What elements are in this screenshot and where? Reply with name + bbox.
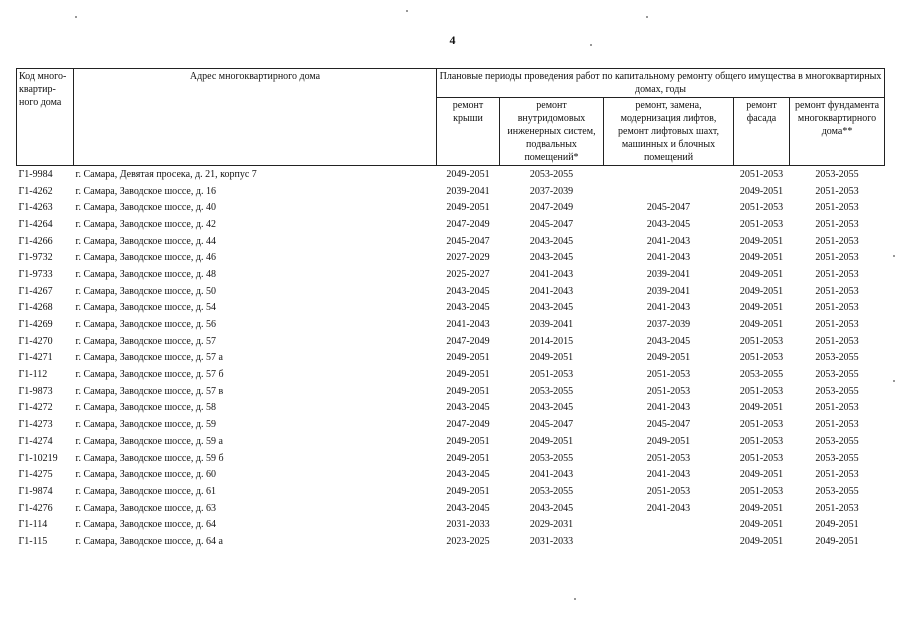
roof-period-cell: 2049-2051 xyxy=(446,452,490,464)
table-row xyxy=(17,283,885,300)
header-periods-group: Плановые периоды проведения работ по капитальному ремонту общего имущества в многоквартирных домах, годы xyxy=(437,69,885,98)
engineering-period-cell: 2053-2055 xyxy=(529,452,574,464)
roof-period-cell: 2047-2049 xyxy=(446,335,490,347)
table-row xyxy=(17,416,885,433)
table-row xyxy=(17,383,885,400)
header-foundation: ремонт фундамента многоквартирного дома** xyxy=(790,98,885,166)
facade-period-cell: 2051-2053 xyxy=(739,218,784,230)
house-code-cell: Г1-4267 xyxy=(18,285,53,297)
foundation-period-cell: 2051-2053 xyxy=(815,202,859,214)
foundation-period-cell: 2053-2055 xyxy=(815,452,859,464)
address-cell: г. Самара, Заводское шоссе, д. 50 xyxy=(75,285,216,297)
table-row xyxy=(17,249,885,266)
roof-period-cell: 2049-2051 xyxy=(446,435,490,447)
foundation-period-cell: 2051-2053 xyxy=(815,402,859,414)
house-code-cell: Г1-9984 xyxy=(18,168,53,180)
elevator-period-cell: 2045-2047 xyxy=(646,419,691,431)
foundation-period-cell: 2051-2053 xyxy=(815,419,859,431)
house-code-cell: Г1-4275 xyxy=(18,469,53,481)
roof-period-cell: 2043-2045 xyxy=(446,402,490,414)
table-row xyxy=(17,316,885,333)
table-row xyxy=(17,266,885,283)
address-cell: г. Самара, Заводское шоссе, д. 56 xyxy=(75,319,216,331)
foundation-period-cell: 2053-2055 xyxy=(815,485,859,497)
table-row xyxy=(17,516,885,533)
roof-period-cell: 2049-2051 xyxy=(446,369,490,381)
facade-period-cell: 2049-2051 xyxy=(739,402,784,414)
house-code-cell: Г1-114 xyxy=(18,519,48,531)
facade-period-cell: 2049-2051 xyxy=(739,535,784,547)
engineering-period-cell: 2037-2039 xyxy=(529,185,574,197)
house-code-cell: Г1-115 xyxy=(18,535,48,547)
roof-period-cell: 2049-2051 xyxy=(446,202,490,214)
foundation-period-cell: 2051-2053 xyxy=(815,319,859,331)
address-cell: г. Самара, Заводское шоссе, д. 60 xyxy=(75,469,216,481)
elevator-period-cell: 2039-2041 xyxy=(646,268,691,280)
engineering-period-cell: 2053-2055 xyxy=(529,385,574,397)
foundation-period-cell: 2053-2055 xyxy=(815,369,859,381)
address-cell: г. Самара, Заводское шоссе, д. 61 xyxy=(75,485,216,497)
house-code-cell: Г1-4276 xyxy=(18,502,53,514)
roof-period-cell: 2043-2045 xyxy=(446,502,490,514)
house-code-cell: Г1-4262 xyxy=(18,185,53,197)
engineering-period-cell: 2049-2051 xyxy=(529,352,574,364)
address-cell: г. Самара, Заводское шоссе, д. 64 xyxy=(75,519,216,531)
header-engineering: ремонт внутридомовых инженерных систем, подвальных помещений* xyxy=(500,98,604,166)
elevator-period-cell: 2043-2045 xyxy=(646,335,691,347)
table-row xyxy=(17,183,885,200)
house-code-cell: Г1-4270 xyxy=(18,335,53,347)
page-number: 4 xyxy=(449,33,456,47)
table-row xyxy=(17,333,885,350)
engineering-period-cell: 2043-2045 xyxy=(529,235,574,247)
foundation-period-cell: 2053-2055 xyxy=(815,168,859,180)
scan-speck xyxy=(893,255,895,257)
house-code-cell: Г1-4272 xyxy=(18,402,53,414)
roof-period-cell: 2049-2051 xyxy=(446,168,490,180)
house-code-cell: Г1-112 xyxy=(18,369,48,381)
house-code-cell: Г1-10219 xyxy=(18,452,58,464)
elevator-period-cell: 2041-2043 xyxy=(646,302,691,314)
address-cell: г. Самара, Заводское шоссе, д. 16 xyxy=(75,185,216,197)
roof-period-cell: 2041-2043 xyxy=(446,319,490,331)
elevator-period-cell xyxy=(604,516,734,533)
engineering-period-cell: 2043-2045 xyxy=(529,302,574,314)
address-cell: г. Самара, Заводское шоссе, д. 58 xyxy=(75,402,216,414)
table-row xyxy=(17,300,885,317)
house-code-cell: Г1-4263 xyxy=(18,202,53,214)
address-cell: г. Самара, Заводское шоссе, д. 46 xyxy=(75,252,216,264)
address-cell: г. Самара, Заводское шоссе, д. 59 а xyxy=(75,435,223,447)
table-row xyxy=(17,500,885,517)
elevator-period-cell: 2041-2043 xyxy=(646,252,691,264)
scan-speck xyxy=(406,10,408,12)
address-cell: г. Самара, Заводское шоссе, д. 42 xyxy=(75,218,216,230)
house-code-cell: Г1-9732 xyxy=(18,252,53,264)
facade-period-cell: 2051-2053 xyxy=(739,202,784,214)
roof-period-cell: 2023-2025 xyxy=(446,535,490,547)
address-cell: г. Самара, Заводское шоссе, д. 64 а xyxy=(75,535,223,547)
facade-period-cell: 2051-2053 xyxy=(739,335,784,347)
table-row xyxy=(17,199,885,216)
elevator-period-cell: 2041-2043 xyxy=(646,235,691,247)
address-cell: г. Самара, Заводское шоссе, д. 63 xyxy=(75,502,216,514)
facade-period-cell: 2051-2053 xyxy=(739,485,784,497)
roof-period-cell: 2049-2051 xyxy=(446,385,490,397)
address-cell: г. Самара, Заводское шоссе, д. 44 xyxy=(75,235,216,247)
address-cell: г. Самара, Заводское шоссе, д. 57 xyxy=(75,335,216,347)
facade-period-cell: 2049-2051 xyxy=(739,252,784,264)
engineering-period-cell: 2041-2043 xyxy=(529,469,574,481)
address-cell: г. Самара, Заводское шоссе, д. 59 xyxy=(75,419,216,431)
facade-period-cell: 2051-2053 xyxy=(739,352,784,364)
house-code-cell: Г1-9874 xyxy=(18,485,53,497)
roof-period-cell: 2049-2051 xyxy=(446,485,490,497)
header-row-top xyxy=(17,69,885,98)
engineering-period-cell: 2043-2045 xyxy=(529,402,574,414)
engineering-period-cell: 2043-2045 xyxy=(529,502,574,514)
foundation-period-cell: 2051-2053 xyxy=(815,235,859,247)
roof-period-cell: 2047-2049 xyxy=(446,218,490,230)
engineering-period-cell: 2029-2031 xyxy=(529,519,574,531)
elevator-period-cell: 2041-2043 xyxy=(646,402,691,414)
foundation-period-cell: 2053-2055 xyxy=(815,352,859,364)
foundation-period-cell: 2051-2053 xyxy=(815,469,859,481)
roof-period-cell: 2031-2033 xyxy=(446,519,490,531)
elevator-period-cell: 2051-2053 xyxy=(646,369,691,381)
facade-period-cell: 2049-2051 xyxy=(739,502,784,514)
facade-period-cell: 2049-2051 xyxy=(739,302,784,314)
facade-period-cell: 2051-2053 xyxy=(739,419,784,431)
foundation-period-cell: 2051-2053 xyxy=(815,268,859,280)
elevator-period-cell: 2051-2053 xyxy=(646,485,691,497)
engineering-period-cell: 2049-2051 xyxy=(529,435,574,447)
roof-period-cell: 2039-2041 xyxy=(446,185,490,197)
elevator-period-cell: 2039-2041 xyxy=(646,285,691,297)
table-row xyxy=(17,216,885,233)
elevator-period-cell: 2051-2053 xyxy=(646,452,691,464)
address-cell: г. Самара, Заводское шоссе, д. 59 б xyxy=(75,452,224,464)
foundation-period-cell: 2051-2053 xyxy=(815,302,859,314)
address-cell: г. Самара, Заводское шоссе, д. 57 б xyxy=(75,369,224,381)
foundation-period-cell: 2051-2053 xyxy=(815,502,859,514)
elevator-period-cell: 2041-2043 xyxy=(646,502,691,514)
facade-period-cell: 2049-2051 xyxy=(739,268,784,280)
engineering-period-cell: 2014-2015 xyxy=(529,335,574,347)
facade-period-cell: 2049-2051 xyxy=(739,519,784,531)
foundation-period-cell: 2051-2053 xyxy=(815,218,859,230)
elevator-period-cell: 2043-2045 xyxy=(646,218,691,230)
scan-speck xyxy=(893,380,895,382)
house-code-cell: Г1-4268 xyxy=(18,302,53,314)
table-row xyxy=(17,450,885,467)
elevator-period-cell xyxy=(604,183,734,200)
elevator-period-cell: 2049-2051 xyxy=(646,435,691,447)
foundation-period-cell: 2051-2053 xyxy=(815,285,859,297)
header-code: Код много-квартир-ного дома xyxy=(17,69,74,166)
foundation-period-cell: 2051-2053 xyxy=(815,252,859,264)
engineering-period-cell: 2043-2045 xyxy=(529,252,574,264)
house-code-cell: Г1-4273 xyxy=(18,419,53,431)
elevator-period-cell: 2041-2043 xyxy=(646,469,691,481)
table-row xyxy=(17,466,885,483)
engineering-period-cell: 2045-2047 xyxy=(529,218,574,230)
facade-period-cell: 2051-2053 xyxy=(739,168,784,180)
engineering-period-cell: 2053-2055 xyxy=(529,168,574,180)
table-row xyxy=(17,533,885,550)
house-code-cell: Г1-4274 xyxy=(18,435,53,447)
engineering-period-cell: 2041-2043 xyxy=(529,285,574,297)
foundation-period-cell: 2053-2055 xyxy=(815,435,859,447)
house-code-cell: Г1-4269 xyxy=(18,319,53,331)
table-row xyxy=(17,366,885,383)
roof-period-cell: 2027-2029 xyxy=(446,252,490,264)
table-row xyxy=(17,433,885,450)
house-code-cell: Г1-4266 xyxy=(18,235,53,247)
foundation-period-cell: 2049-2051 xyxy=(815,535,859,547)
facade-period-cell: 2051-2053 xyxy=(739,435,784,447)
repair-schedule-table xyxy=(16,68,885,550)
engineering-period-cell: 2031-2033 xyxy=(529,535,574,547)
table-row xyxy=(17,233,885,250)
roof-period-cell: 2043-2045 xyxy=(446,285,490,297)
facade-period-cell: 2053-2055 xyxy=(739,369,784,381)
roof-period-cell: 2049-2051 xyxy=(446,352,490,364)
elevator-period-cell: 2037-2039 xyxy=(646,319,691,331)
house-code-cell: Г1-4264 xyxy=(18,218,53,230)
house-code-cell: Г1-9733 xyxy=(18,268,53,280)
house-code-cell: Г1-9873 xyxy=(18,385,53,397)
foundation-period-cell: 2051-2053 xyxy=(815,185,859,197)
facade-period-cell: 2049-2051 xyxy=(739,319,784,331)
address-cell: г. Самара, Заводское шоссе, д. 57 в xyxy=(75,385,224,397)
address-cell: г. Самара, Девятая просека, д. 21, корпус 7 xyxy=(75,168,257,180)
elevator-period-cell: 2051-2053 xyxy=(646,385,691,397)
roof-period-cell: 2047-2049 xyxy=(446,419,490,431)
address-cell: г. Самара, Заводское шоссе, д. 54 xyxy=(75,302,216,314)
scan-speck xyxy=(75,16,77,18)
roof-period-cell: 2045-2047 xyxy=(446,235,490,247)
facade-period-cell: 2051-2053 xyxy=(739,385,784,397)
engineering-period-cell: 2053-2055 xyxy=(529,485,574,497)
house-code-cell: Г1-4271 xyxy=(18,352,53,364)
elevator-period-cell: 2045-2047 xyxy=(646,202,691,214)
roof-period-cell: 2043-2045 xyxy=(446,302,490,314)
engineering-period-cell: 2039-2041 xyxy=(529,319,574,331)
foundation-period-cell: 2053-2055 xyxy=(815,385,859,397)
facade-period-cell: 2049-2051 xyxy=(739,285,784,297)
facade-period-cell: 2049-2051 xyxy=(739,185,784,197)
engineering-period-cell: 2047-2049 xyxy=(529,202,574,214)
header-roof: ремонт крыши xyxy=(437,98,500,166)
roof-period-cell: 2025-2027 xyxy=(446,268,490,280)
header-elevator: ремонт, замена, модернизация лифтов, ремонт лифтовых шахт, машинных и блочных помещений xyxy=(604,98,734,166)
foundation-period-cell: 2049-2051 xyxy=(815,519,859,531)
roof-period-cell: 2043-2045 xyxy=(446,469,490,481)
engineering-period-cell: 2045-2047 xyxy=(529,419,574,431)
scan-speck xyxy=(574,598,576,600)
scan-speck xyxy=(646,16,648,18)
elevator-period-cell: 2049-2051 xyxy=(646,352,691,364)
engineering-period-cell: 2041-2043 xyxy=(529,268,574,280)
table-row xyxy=(17,166,885,183)
elevator-period-cell xyxy=(604,166,734,183)
table-row xyxy=(17,483,885,500)
address-cell: г. Самара, Заводское шоссе, д. 48 xyxy=(75,268,216,280)
facade-period-cell: 2049-2051 xyxy=(739,469,784,481)
facade-period-cell: 2049-2051 xyxy=(739,235,784,247)
engineering-period-cell: 2051-2053 xyxy=(529,369,574,381)
header-address: Адрес многоквартирного дома xyxy=(74,69,437,166)
table-row xyxy=(17,350,885,367)
address-cell: г. Самара, Заводское шоссе, д. 40 xyxy=(75,202,216,214)
header-facade: ремонт фасада xyxy=(734,98,790,166)
table-row xyxy=(17,400,885,417)
facade-period-cell: 2051-2053 xyxy=(739,452,784,464)
elevator-period-cell xyxy=(604,533,734,550)
foundation-period-cell: 2051-2053 xyxy=(815,335,859,347)
address-cell: г. Самара, Заводское шоссе, д. 57 а xyxy=(75,352,223,364)
